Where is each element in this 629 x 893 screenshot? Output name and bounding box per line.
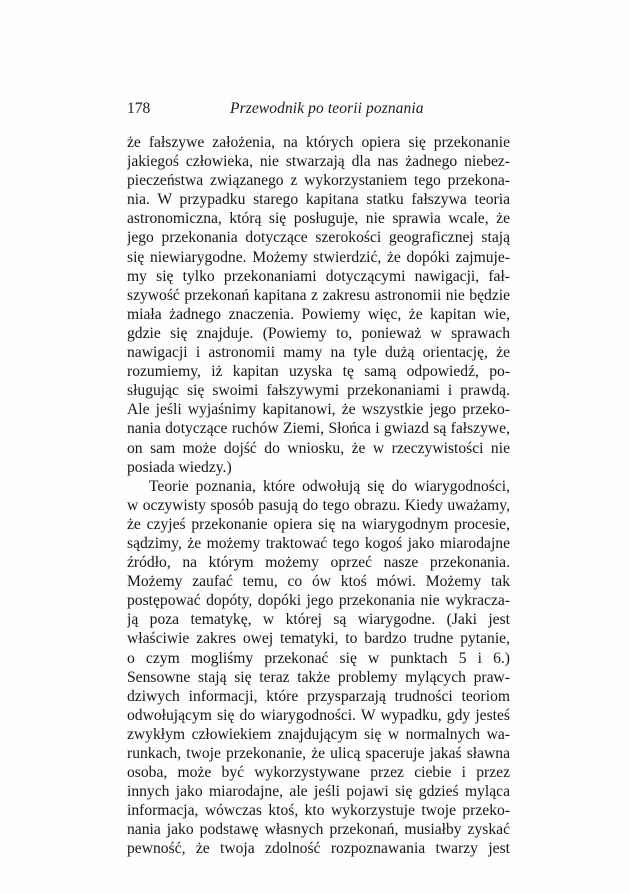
text-line: on sam może dojść do wniosku, że w rzeczywistości nie	[127, 439, 510, 457]
text-line: sądzimy, że możemy traktować tego kogoś jako miarodajne	[127, 534, 510, 552]
text-line: miała żadnego znaczenia. Powiemy więc, że kapitan wie,	[127, 305, 510, 323]
text-line: o czym mogliśmy przekonać się w punktach 5 i 6.)	[127, 649, 510, 667]
text-line: pewność, że twoja zdolność rozpoznawania twarzy jest	[127, 840, 510, 858]
text-line: Ale jeśli wyjaśnimy kapitanowi, że wszystkie jego przeko-	[127, 401, 510, 419]
text-line: nawigacji i astronomii mamy na tyle dużą orientację, że	[127, 344, 510, 362]
text-line: w oczywisty sposób pasują do tego obrazu. Kiedy uważamy,	[127, 496, 510, 514]
text-line: innych jako miarodajne, ale jeśli pojawi się gdzieś myląca	[127, 783, 510, 801]
text-line: szywość przekonań kapitana z zakresu astronomii nie będzie	[127, 286, 510, 304]
text-line: rozumiemy, iż kapitan uzyska tę samą odpowiedź, po-	[127, 363, 510, 381]
text-line: ją poza tematykę, w której są wiarygodne. (Jaki jest	[127, 611, 510, 629]
page-header	[127, 100, 510, 122]
text-line: Teorie poznania, które odwołują się do wiarygodności,	[149, 477, 510, 495]
page-number: 178	[127, 100, 151, 117]
text-line: się niewiarygodne. Możemy stwierdzić, że dopóki zajmuje-	[127, 248, 510, 266]
text-line: nania jako podstawę własnych przekonań, musiałby zyskać	[127, 821, 510, 839]
text-line: że fałszywe założenia, na których opiera się przekonanie	[127, 134, 510, 151]
text-line: zwykłym człowiekiem znajdującym się w normalnych wa-	[127, 725, 510, 743]
text-line: runkach, twoje przekonanie, że ulicą spaceruje jakaś sławna	[127, 745, 510, 762]
text-line: Możemy zaufać temu, co ów ktoś mówi. Możemy tak	[127, 573, 510, 591]
text-line: osoba, może być wykorzystywane przez ciebie i przez	[127, 764, 510, 782]
text-line: informacja, wówczas ktoś, kto wykorzystuje twoje przeko-	[127, 802, 510, 820]
body-text	[127, 133, 510, 859]
text-line: właściwie zakres owej tematyki, to bardzo trudne pytanie,	[127, 630, 510, 648]
text-line: Sensowne stają się teraz także problemy mylących praw-	[127, 668, 510, 686]
text-line: że czyjeś przekonanie opiera się na wiarygodnym procesie,	[127, 515, 510, 533]
text-line: źródło, na którym możemy oprzeć nasze przekonania.	[127, 554, 510, 572]
text-line: sługując się swoimi fałszywymi przekonaniami i prawdą.	[127, 382, 510, 400]
text-line: jego przekonania dotyczące szerokości geograficznej stają	[127, 229, 510, 247]
text-line: my się tylko przekonaniami dotyczącymi nawigacji, fał-	[127, 267, 510, 285]
text-line: postępować dopóty, dopóki jego przekonania nie wykracza-	[127, 592, 510, 610]
text-line: nia. W przypadku starego kapitana statku fałszywa teoria	[127, 191, 510, 209]
text-line: jakiegoś człowieka, nie stwarzają dla nas żadnego niebez-	[127, 153, 510, 171]
text-line: astronomiczna, którą się posługuje, nie sprawia wcale, że	[127, 210, 510, 228]
text-line: gdzie się znajduje. (Powiemy to, ponieważ w sprawach	[127, 324, 510, 342]
text-line: pieczeństwa związanego z wykorzystaniem tego przekona-	[127, 172, 510, 190]
text-line: dziwych informacji, które przysparzają trudności teoriom	[127, 687, 510, 705]
running-title: Przewodnik po teorii poznania	[230, 100, 424, 117]
text-line: nania dotyczące ruchów Ziemi, Słońca i gwiazd są fałszywe,	[127, 420, 510, 438]
text-line: posiada wiedzy.)	[127, 458, 232, 476]
text-line: odwołującym się do wiarygodności. W wypadku, gdy jesteś	[127, 706, 510, 724]
